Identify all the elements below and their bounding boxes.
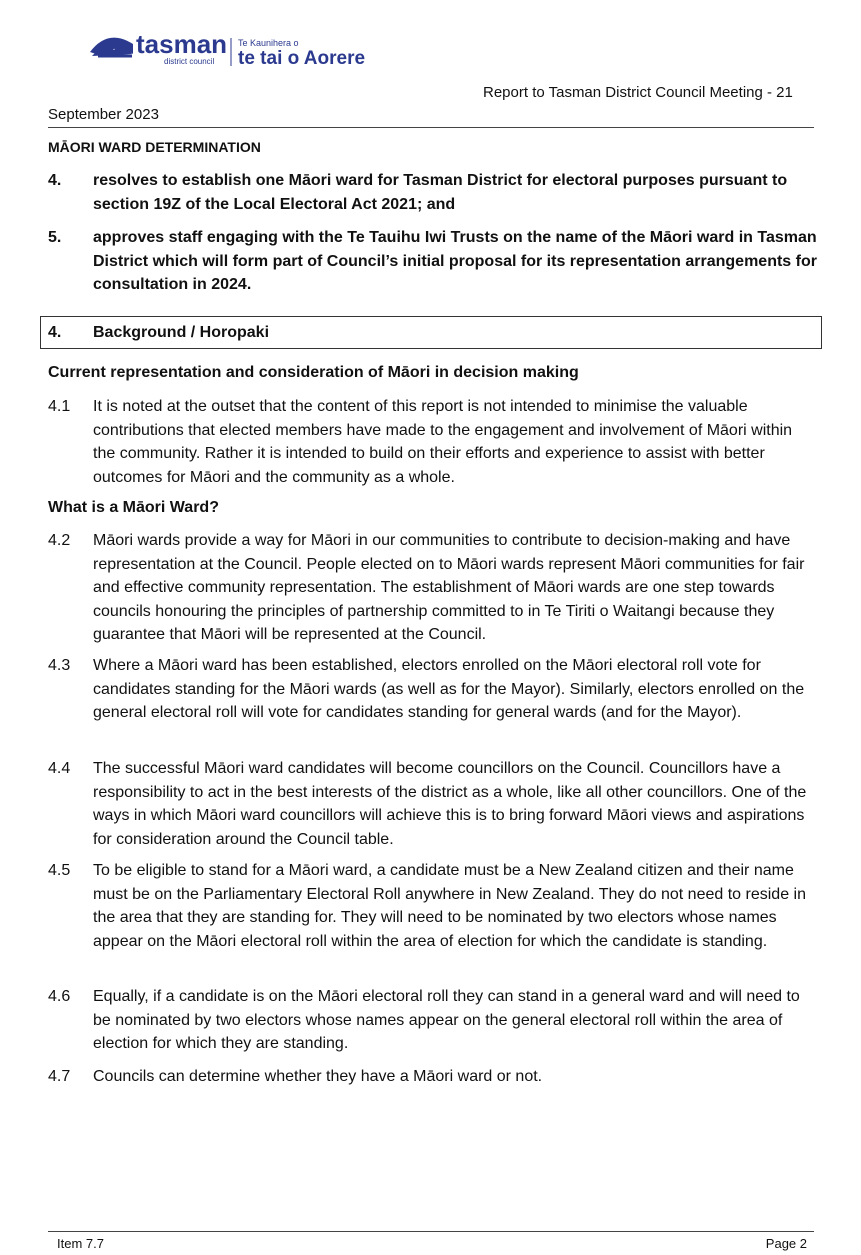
para-text: Councils can determine whether they have a Māori ward or not. <box>93 1068 543 1085</box>
section-number: 4. <box>48 324 62 341</box>
paragraph <box>48 395 818 489</box>
item-number: 4. <box>48 172 62 189</box>
para-text: To be eligible to stand for a Māori ward, a candidate must be a New Zealand citizen and their name must be on the Parliamentary Electoral Roll anywhere in New Zealand. They do not need to reside in the area that they are standing for. They will need to be nominated by two electors whose names appear on the Māori electoral roll within the area of election for which the candidate is standing. <box>93 862 806 950</box>
resolution-item <box>48 169 818 216</box>
para-number: 4.2 <box>48 532 71 549</box>
para-text: It is noted at the outset that the content of this report is not intended to minimise the valuable contributions that elected members have made to the engagement and involvement of Māori within the community. Rather it is intended to build on their efforts and experience to assist with better outcomes for Māori and the community as a whole. <box>93 398 793 486</box>
para-text: Equally, if a candidate is on the Māori electoral roll they can stand in a general ward and will need to be nominated by two electors whose names appear on the general electoral roll within the area of election for which they are standing. <box>93 988 800 1053</box>
report-header-line2: September 2023 <box>48 106 159 123</box>
para-number: 4.3 <box>48 657 71 674</box>
footer-divider <box>48 1231 814 1232</box>
svg-text:Te Kaunihera o: Te Kaunihera o <box>238 38 299 48</box>
item-text: approves staff engaging with the Te Tauihu Iwi Trusts on the name of the Māori ward in Tasman District which will form part of Council’s initial proposal for its representation arrangements for consultation in 2024. <box>93 229 817 294</box>
para-text: Māori wards provide a way for Māori in our communities to contribute to decision-making and have representation at the Council. People elected on to Māori wards represent Māori communities for fair and effective community representation. The establishment of Māori wards are one step towards councils honouring the principles of partnership committed to in Te Tiriti o Waitangi because they guarantee that Māori will be represented at the Council. <box>93 532 805 644</box>
svg-text:district council: district council <box>164 57 215 66</box>
footer-item: Item 7.7 <box>57 1236 104 1251</box>
para-number: 4.1 <box>48 398 71 415</box>
paragraph <box>48 859 818 953</box>
paragraph <box>48 529 818 647</box>
para-number: 4.6 <box>48 988 71 1005</box>
para-text: Where a Māori ward has been established, electors enrolled on the Māori electoral roll vote for candidates standing for the Māori wards (as well as for the Mayor). Similarly, electors enrolled on the general electoral roll will vote for candidates standing for general wards (and for the Mayor). <box>93 657 805 722</box>
paragraph <box>48 1065 818 1089</box>
header-divider <box>48 127 814 128</box>
paragraph <box>48 757 818 851</box>
mountain-logo-icon <box>88 26 378 68</box>
paragraph <box>48 654 818 725</box>
para-number: 4.5 <box>48 862 71 879</box>
paragraph <box>48 985 818 1056</box>
item-text: resolves to establish one Māori ward for Tasman District for electoral purposes pursuant to section 19Z of the Local Electoral Act 2021; and <box>93 172 788 213</box>
svg-text:te tai o Aorere: te tai o Aorere <box>238 48 366 68</box>
svg-text:tasman: tasman <box>136 29 228 59</box>
footer-page: Page 2 <box>765 1236 807 1251</box>
section-label: MĀORI WARD DETERMINATION <box>48 139 261 155</box>
subheading: Current representation and consideration of Māori in decision making <box>48 364 579 381</box>
report-header-line1: Report to Tasman District Council Meeting - 21 <box>483 84 793 101</box>
tasman-logo <box>88 26 378 68</box>
resolution-item <box>48 226 818 297</box>
section-title: Background / Horopaki <box>93 324 270 341</box>
para-number: 4.4 <box>48 760 71 777</box>
item-number: 5. <box>48 229 62 246</box>
para-text: The successful Māori ward candidates will become councillors on the Council. Councillors have a responsibility to act in the best interests of the district as a whole, like all other councillors. One of the ways in which Māori ward councillors will achieve this is to bring forward Māori views and aspirations for consideration around the Council table. <box>93 760 807 848</box>
section-heading <box>48 321 818 345</box>
subheading: What is a Māori Ward? <box>48 499 219 516</box>
para-number: 4.7 <box>48 1068 71 1085</box>
